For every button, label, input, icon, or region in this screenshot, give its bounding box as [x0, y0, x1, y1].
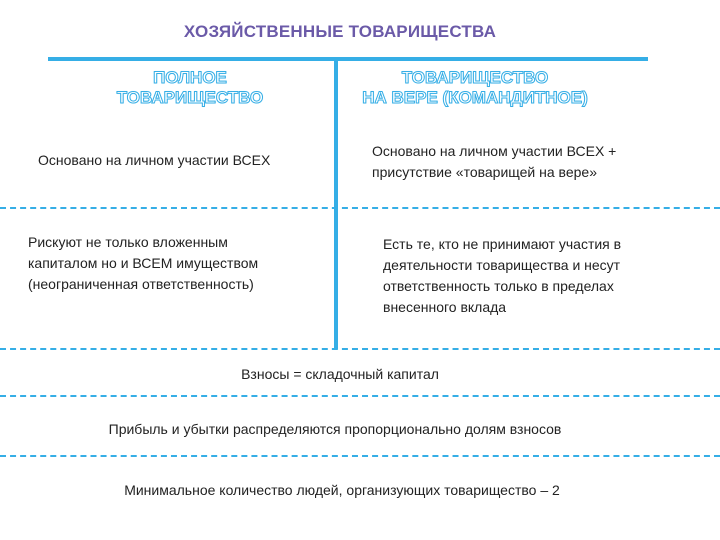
right-header-line1: ТОВАРИЩЕСТВО: [401, 68, 549, 87]
row-divider-4: [0, 455, 720, 457]
basis-right-cell: [372, 141, 692, 183]
left-header-line2: ТОВАРИЩЕСТВО: [116, 88, 264, 107]
row-divider-1: [0, 207, 720, 209]
risk-left-line1: Рискуют не только вложенным: [28, 234, 228, 250]
profit-row: Прибыль и убытки распределяются пропорционально долям взносов: [108, 421, 562, 437]
risk-right-line3: ответственность только в пределах: [383, 278, 614, 294]
risk-left-line3: (неограниченная ответственность): [28, 276, 254, 292]
page-title: ХОЗЯЙСТВЕННЫЕ ТОВАРИЩЕСТВА: [183, 22, 497, 41]
risk-right-cell: [383, 234, 703, 318]
contributions-row: Взносы = складочный капитал: [241, 366, 439, 382]
column-divider: [334, 57, 338, 349]
left-header-line1: ПОЛНОЕ: [153, 68, 227, 87]
right-column-header: [350, 68, 600, 108]
risk-left-line2: капиталом но и ВСЕМ имуществом: [28, 255, 259, 271]
risk-right-line1: Есть те, кто не принимают участия в: [383, 236, 622, 252]
risk-right-line2: деятельности товарищества и несут: [383, 257, 621, 273]
header-divider: [48, 57, 648, 61]
basis-right-line1: Основано на личном участии ВСЕХ +: [372, 143, 617, 159]
risk-left-cell: [28, 232, 328, 295]
row-divider-2: [0, 348, 720, 350]
row-divider-3: [0, 395, 720, 397]
basis-right-line2: присутствие «товарищей на вере»: [372, 164, 597, 180]
basis-left-cell: Основано на личном участии ВСЕХ: [38, 152, 271, 168]
risk-right-line4: внесенного вклада: [383, 299, 507, 315]
left-column-header: [100, 68, 280, 108]
right-header-line2: НА ВЕРЕ (КОМАНДИТНОЕ): [362, 88, 588, 107]
minimum-row: Минимальное количество людей, организующих товарищество – 2: [124, 482, 560, 498]
